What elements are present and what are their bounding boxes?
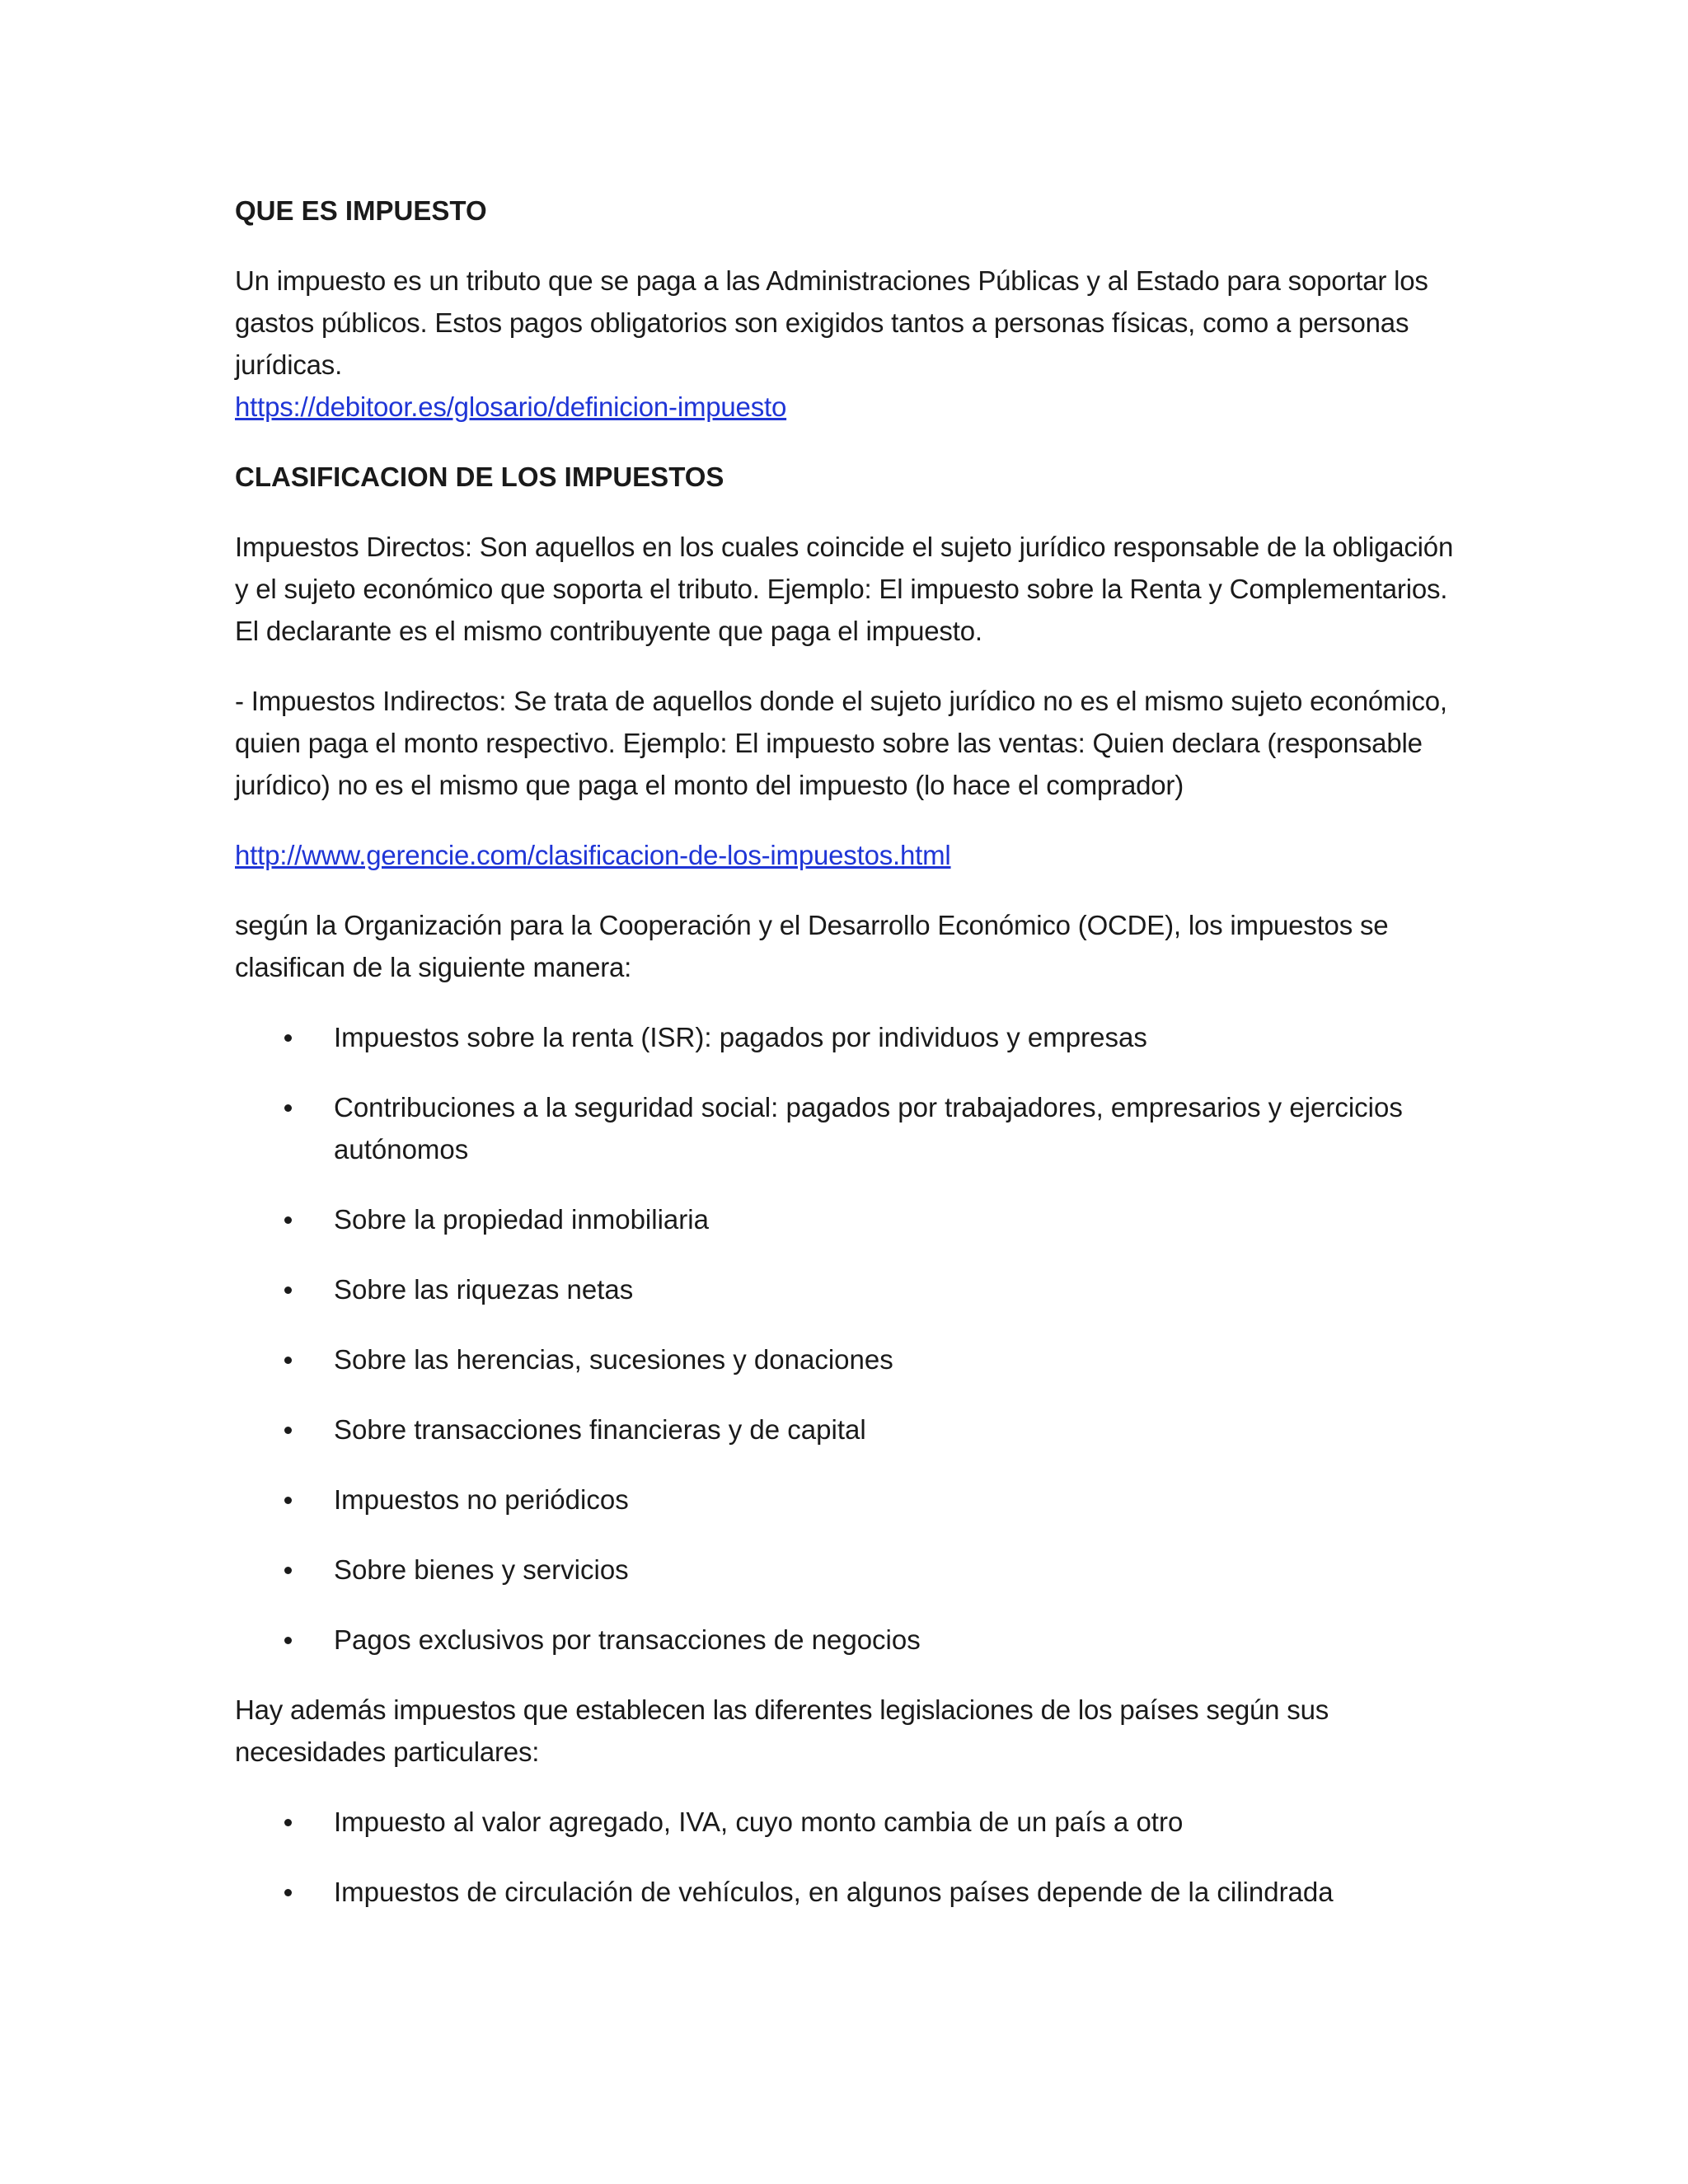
link-debitoor[interactable]: https://debitoor.es/glosario/definicion-impuesto [235, 391, 787, 422]
list-item: Pagos exclusivos por transacciones de negocios [235, 1619, 1463, 1661]
paragraph-legislaciones-intro: Hay además impuestos que establecen las diferentes legislaciones de los países según sus necesidades particulares: [235, 1694, 1329, 1767]
list-legislaciones [235, 1801, 1463, 1913]
heading-clasificacion: CLASIFICACION DE LOS IMPUESTOS [235, 462, 724, 492]
list-ocde-clasificacion [235, 1016, 1463, 1661]
paragraph-impuestos-directos: Impuestos Directos: Son aquellos en los cuales coincide el sujeto jurídico responsable de la obligación y el sujeto económico que soporta el tributo. Ejemplo: El impuesto sobre la Renta y Complementarios. El declarante es el mismo contribuyente que paga el impuesto. [235, 532, 1454, 646]
list-item: Impuestos de circulación de vehículos, en algunos países depende de la cilindrada [235, 1871, 1463, 1913]
list-item: Sobre transacciones financieras y de capital [235, 1408, 1463, 1451]
bullet-icon [284, 1889, 292, 1896]
link-gerencie[interactable]: http://www.gerencie.com/clasificacion-de-los-impuestos.html [235, 840, 951, 870]
bullet-icon [284, 1637, 292, 1644]
paragraph-definicion: Un impuesto es un tributo que se paga a las Administraciones Públicas y al Estado para soportar los gastos públicos. Estos pagos obligatorios son exigidos tantos a personas físicas, como a personas jurídicas. [235, 265, 1428, 380]
bullet-icon [284, 1286, 292, 1294]
list-item: Sobre bienes y servicios [235, 1549, 1463, 1591]
bullet-icon [284, 1104, 292, 1112]
bullet-icon [284, 1497, 292, 1504]
list-item: Sobre las herencias, sucesiones y donaciones [235, 1338, 1463, 1380]
paragraph-impuestos-indirectos: - Impuestos Indirectos: Se trata de aquellos donde el sujeto jurídico no es el mismo sujeto económico, quien paga el monto respectivo. Ejemplo: El impuesto sobre las ventas: Quien declara (responsable jurídico) no es el mismo que paga el monto del impuesto (lo hace el comprador) [235, 686, 1447, 800]
list-item: Impuesto al valor agregado, IVA, cuyo monto cambia de un país a otro [235, 1801, 1463, 1843]
bullet-icon [284, 1427, 292, 1434]
bullet-icon [284, 1819, 292, 1826]
list-item: Sobre las riquezas netas [235, 1268, 1463, 1310]
bullet-icon [284, 1034, 292, 1042]
document-page [235, 190, 1463, 1941]
bullet-icon [284, 1357, 292, 1364]
heading-que-es-impuesto: QUE ES IMPUESTO [235, 195, 487, 226]
bullet-icon [284, 1216, 292, 1224]
bullet-icon [284, 1567, 292, 1574]
list-item: Impuestos sobre la renta (ISR): pagados por individuos y empresas [235, 1016, 1463, 1058]
list-item: Contribuciones a la seguridad social: pagados por trabajadores, empresarios y ejercicios autónomos [235, 1086, 1463, 1170]
list-item: Sobre la propiedad inmobiliaria [235, 1198, 1463, 1240]
list-item: Impuestos no periódicos [235, 1479, 1463, 1521]
paragraph-ocde-intro: según la Organización para la Cooperación y el Desarrollo Económico (OCDE), los impuestos se clasifican de la siguiente manera: [235, 910, 1389, 982]
